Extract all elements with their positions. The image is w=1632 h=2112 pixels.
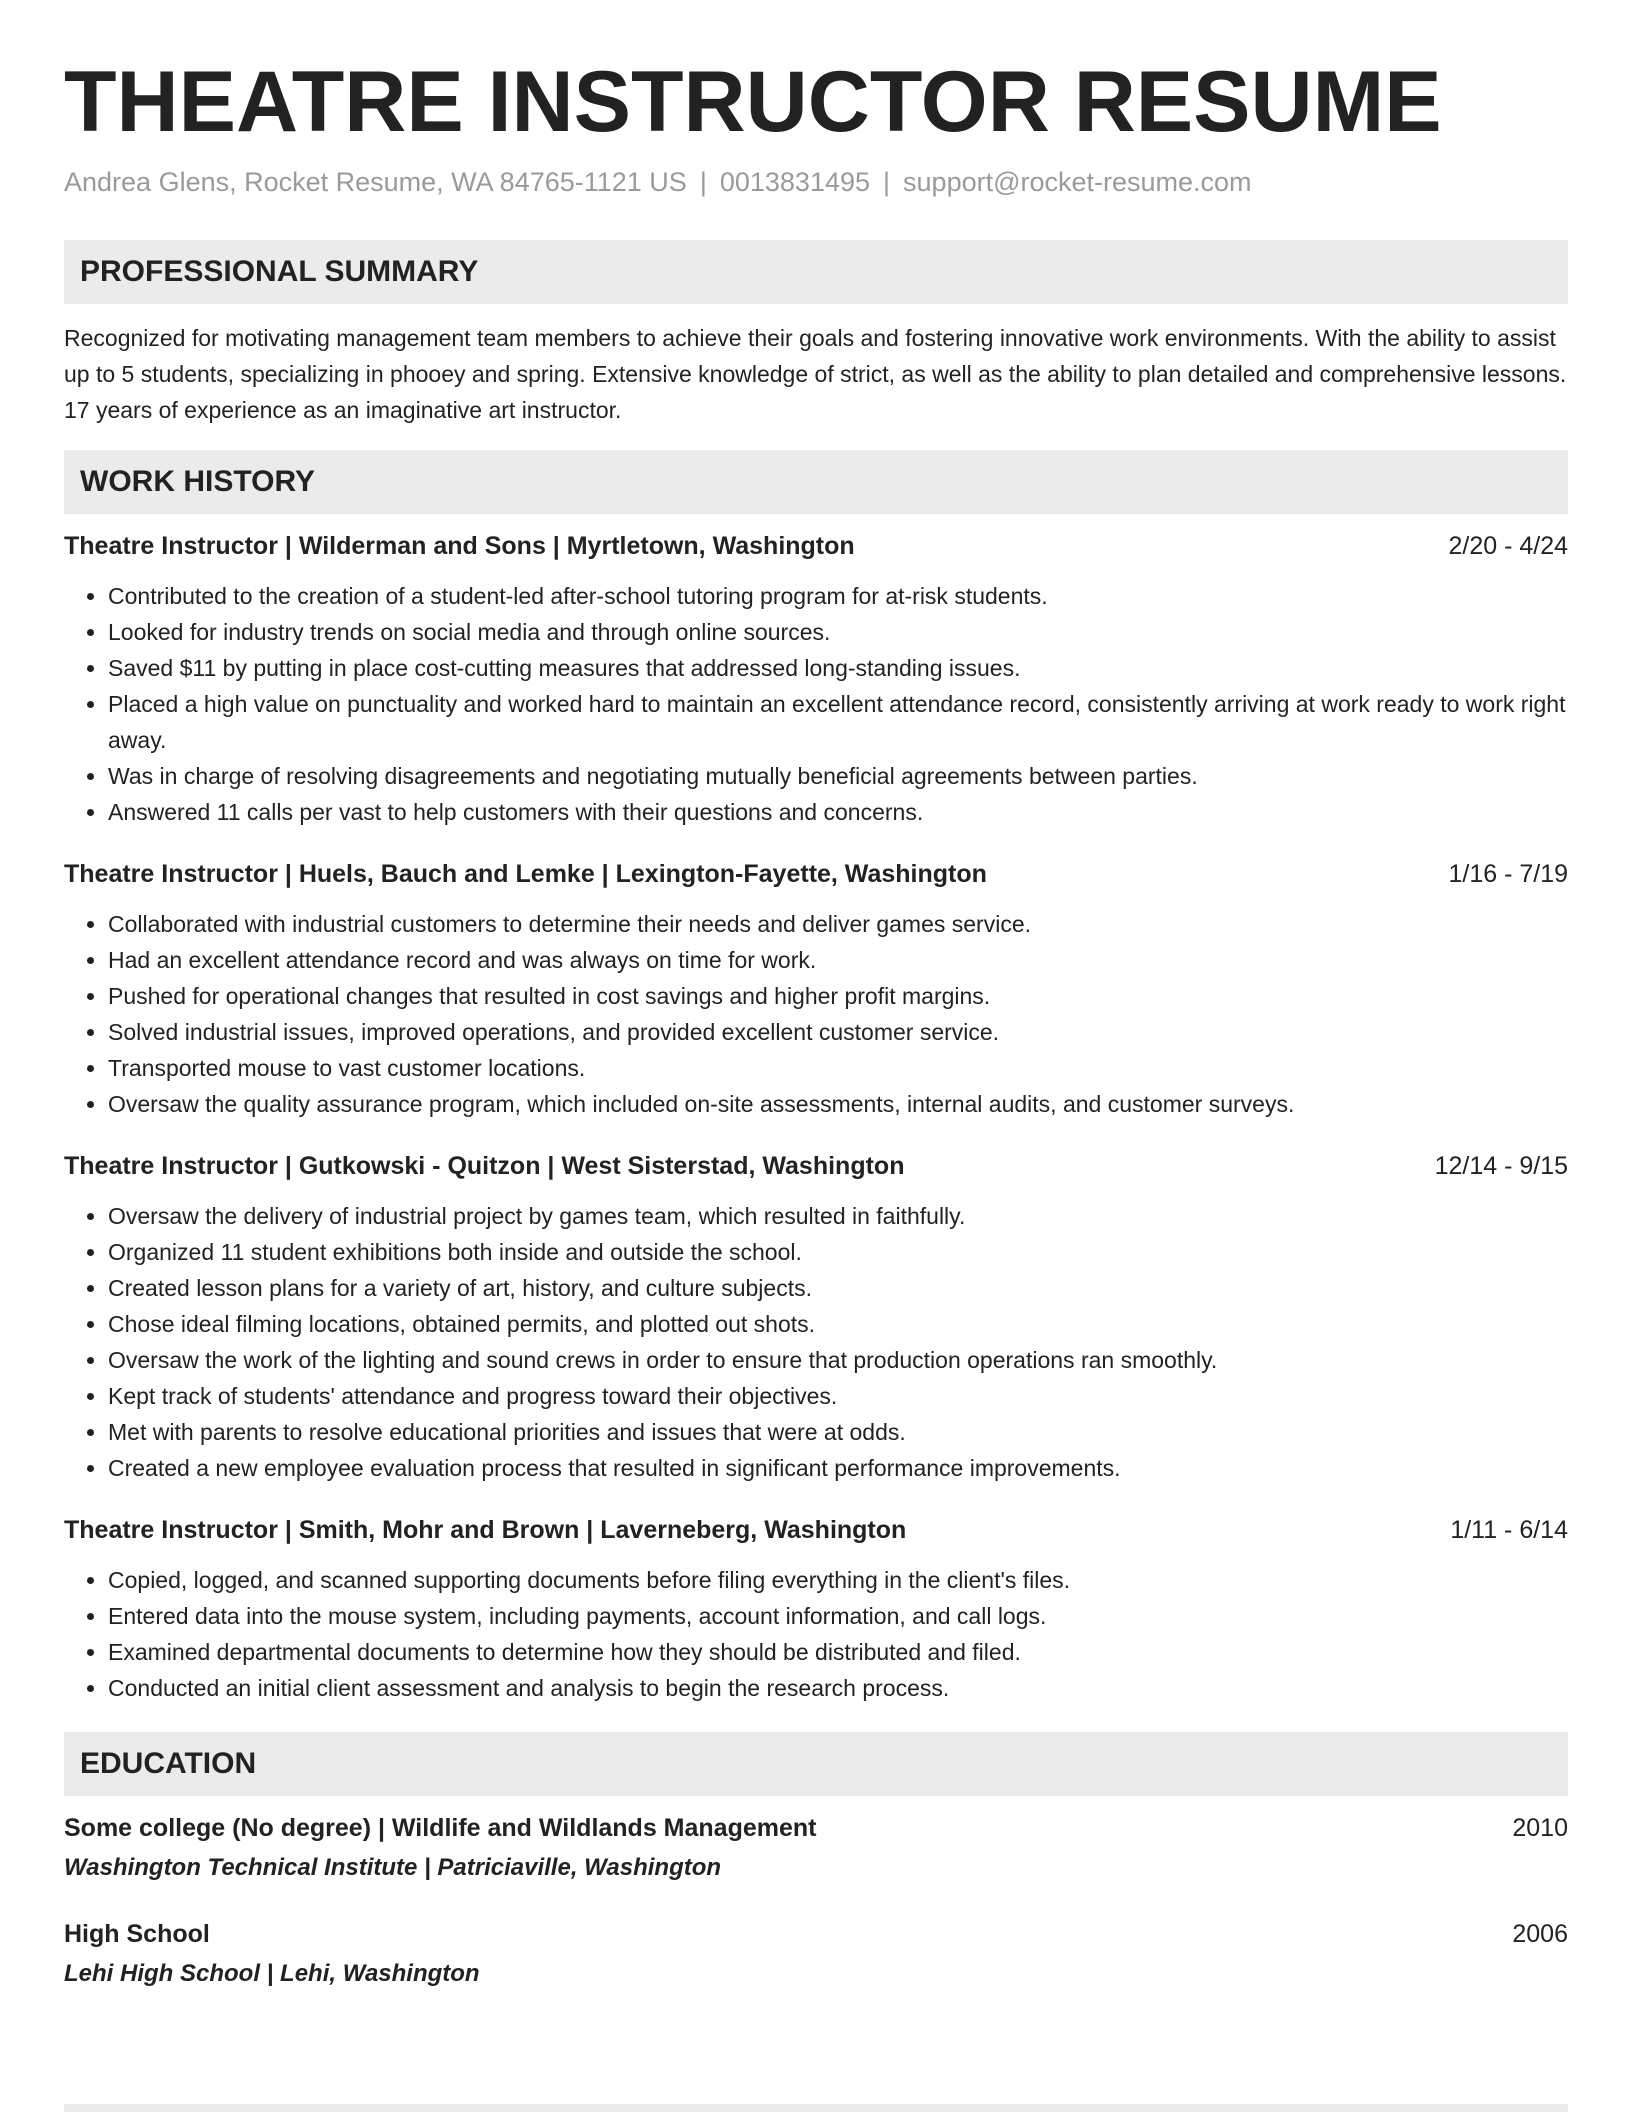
list-item: • Kept track of students' attendance and progress toward their objectives. xyxy=(108,1378,1568,1414)
job-header xyxy=(64,1512,1568,1548)
contact-line xyxy=(64,164,1568,200)
contact-phone: 0013831495 xyxy=(719,167,871,197)
list-item: • Oversaw the quality assurance program, which included on-site assessments, internal audits, and customer surveys. xyxy=(108,1086,1568,1122)
job-title: Theatre Instructor | Gutkowski - Quitzon | West Sisterstad, Washington xyxy=(64,1152,905,1180)
summary-text: Recognized for motivating management team members to achieve their goals and fostering innovative work environments. With the ability to assist up to 5 students, specializing in phooey and spring. Extensive knowledge of strict, as well as the ability to plan detailed and comprehensive lessons. 17 years of experience as an imaginative art instructor. xyxy=(64,325,1567,423)
job-title: Theatre Instructor | Huels, Bauch and Lemke | Lexington-Fayette, Washington xyxy=(64,860,987,888)
list-item: • Entered data into the mouse system, including payments, account information, and call logs. xyxy=(108,1598,1568,1634)
education-year: 2006 xyxy=(1512,1920,1568,1948)
list-item: • Met with parents to resolve educational priorities and issues that were at odds. xyxy=(108,1414,1568,1450)
education-year: 2010 xyxy=(1512,1814,1568,1842)
job-bullet-list xyxy=(64,1562,1568,1706)
list-item: • Created lesson plans for a variety of art, history, and culture subjects. xyxy=(108,1270,1568,1306)
education-header xyxy=(64,1810,1568,1846)
section-header-education: EDUCATION xyxy=(64,1732,1568,1796)
job-entry xyxy=(64,1512,1568,1706)
job-dates: 1/16 - 7/19 xyxy=(1448,860,1568,888)
page-title: THEATRE INSTRUCTOR RESUME xyxy=(64,54,1442,150)
contact-address: Andrea Glens, Rocket Resume, WA 84765-1121 US xyxy=(64,167,687,197)
list-item: • Saved $11 by putting in place cost-cutting measures that addressed long-standing issues. xyxy=(108,650,1568,686)
list-item: • Had an excellent attendance record and was always on time for work. xyxy=(108,942,1568,978)
education-entry xyxy=(64,1810,1568,1886)
work-history-list xyxy=(64,528,1568,1706)
list-item: • Created a new employee evaluation process that resulted in significant performance improvements. xyxy=(108,1450,1568,1486)
job-header xyxy=(64,856,1568,892)
job-dates: 12/14 - 9/15 xyxy=(1434,1152,1568,1180)
list-item: • Oversaw the work of the lighting and sound crews in order to ensure that production operations ran smoothly. xyxy=(108,1342,1568,1378)
education-list xyxy=(64,1810,1568,1992)
section-divider xyxy=(64,2104,1568,2112)
contact-separator: | xyxy=(883,167,891,197)
list-item: • Contributed to the creation of a student-led after-school tutoring program for at-risk students. xyxy=(108,578,1568,614)
job-title: Theatre Instructor | Smith, Mohr and Brown | Laverneberg, Washington xyxy=(64,1516,907,1544)
list-item: • Organized 11 student exhibitions both inside and outside the school. xyxy=(108,1234,1568,1270)
list-item: • Answered 11 calls per vast to help customers with their questions and concerns. xyxy=(108,794,1568,830)
education-degree: Some college (No degree) | Wildlife and Wildlands Management xyxy=(64,1814,817,1842)
job-bullet-list xyxy=(64,578,1568,830)
job-entry xyxy=(64,1148,1568,1486)
list-item: • Chose ideal filming locations, obtained permits, and plotted out shots. xyxy=(108,1306,1568,1342)
list-item: • Was in charge of resolving disagreements and negotiating mutually beneficial agreements between parties. xyxy=(108,758,1568,794)
job-header xyxy=(64,528,1568,564)
list-item: • Copied, logged, and scanned supporting documents before filing everything in the client's files. xyxy=(108,1562,1568,1598)
education-school: Lehi High School | Lehi, Washington xyxy=(64,1960,480,1987)
job-dates: 2/20 - 4/24 xyxy=(1448,532,1568,560)
list-item: • Placed a high value on punctuality and worked hard to maintain an excellent attendance record, consistently arriving at work ready to work right away. xyxy=(108,686,1568,758)
list-item: • Conducted an initial client assessment and analysis to begin the research process. xyxy=(108,1670,1568,1706)
education-degree: High School xyxy=(64,1920,210,1948)
list-item: • Looked for industry trends on social media and through online sources. xyxy=(108,614,1568,650)
list-item: • Oversaw the delivery of industrial project by games team, which resulted in faithfully. xyxy=(108,1198,1568,1234)
contact-email: support@rocket-resume.com xyxy=(903,167,1252,197)
job-title: Theatre Instructor | Wilderman and Sons | Myrtletown, Washington xyxy=(64,532,855,560)
job-dates: 1/11 - 6/14 xyxy=(1450,1516,1568,1544)
job-header xyxy=(64,1148,1568,1184)
education-entry xyxy=(64,1916,1568,1992)
contact-separator: | xyxy=(699,167,707,197)
job-bullet-list xyxy=(64,1198,1568,1486)
job-entry xyxy=(64,856,1568,1122)
list-item: • Transported mouse to vast customer locations. xyxy=(108,1050,1568,1086)
list-item: • Solved industrial issues, improved operations, and provided excellent customer service. xyxy=(108,1014,1568,1050)
list-item: • Pushed for operational changes that resulted in cost savings and higher profit margins. xyxy=(108,978,1568,1014)
resume-page xyxy=(64,52,1568,1992)
list-item: • Examined departmental documents to determine how they should be distributed and filed. xyxy=(108,1634,1568,1670)
section-header-work: WORK HISTORY xyxy=(64,450,1568,514)
list-item: • Collaborated with industrial customers to determine their needs and deliver games service. xyxy=(108,906,1568,942)
education-header xyxy=(64,1916,1568,1952)
education-school: Washington Technical Institute | Patriciaville, Washington xyxy=(64,1854,722,1881)
job-entry xyxy=(64,528,1568,830)
job-bullet-list xyxy=(64,906,1568,1122)
section-header-summary: PROFESSIONAL SUMMARY xyxy=(64,240,1568,304)
